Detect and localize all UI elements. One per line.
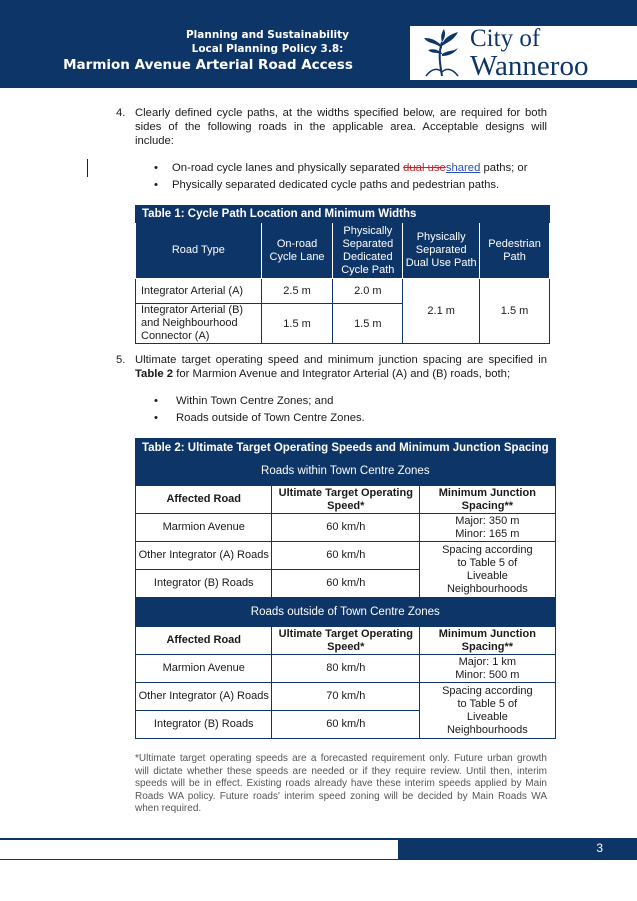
bullet-text: Roads outside of Town Centre Zones.	[176, 412, 365, 424]
bullet-text-part: On-road cycle lanes and physically separated	[172, 162, 404, 174]
bullet-dot: •	[154, 162, 158, 174]
column-header: Affected Road	[136, 486, 272, 514]
flower-logo-icon	[420, 28, 464, 78]
table-row	[136, 683, 556, 711]
inserted-text: shared	[445, 162, 481, 174]
footer-rule	[0, 838, 398, 860]
deleted-text: dual use	[403, 162, 446, 174]
speed-junction-table	[135, 438, 556, 739]
table-cell: Spacing according to Table 5 of Liveable Neighbourhoods	[420, 542, 556, 598]
bullet-text	[172, 161, 527, 175]
table-cell: Spacing according to Table 5 of Liveable Neighbourhoods	[420, 683, 556, 739]
item-text	[135, 106, 547, 148]
column-header: Ultimate Target Operating Speed*	[272, 486, 420, 514]
logo-wordmark	[470, 26, 588, 80]
table-row	[136, 279, 550, 304]
bullet-text-part: paths; or	[480, 162, 528, 174]
table-cell: 60 km/h	[272, 711, 420, 739]
column-header: Minimum Junction Spacing**	[420, 486, 556, 514]
logo-city-text: City of	[470, 25, 541, 52]
table-cell: Marmion Avenue	[136, 655, 272, 683]
revision-change-bar	[87, 159, 88, 177]
bullet-text: Physically separated dedicated cycle paths and pedestrian paths.	[172, 179, 500, 191]
table-row	[136, 655, 556, 683]
table-cell: 60 km/h	[272, 542, 420, 570]
table-cell: Integrator Arterial (A)	[136, 279, 262, 304]
item-number: 5.	[116, 354, 126, 366]
table-row	[136, 542, 556, 570]
page-number: 3	[596, 841, 603, 855]
table-cell: Marmion Avenue	[136, 514, 272, 542]
table-cell: 70 km/h	[272, 683, 420, 711]
table-cell: Integrator (B) Roads	[136, 570, 272, 598]
table-caption: Table 1: Cycle Path Location and Minimum Widths	[136, 206, 550, 223]
table-cell	[420, 514, 556, 542]
bullet-text: Within Town Centre Zones; and	[176, 395, 334, 407]
column-header: Ultimate Target Operating Speed*	[272, 627, 420, 655]
department-title: Planning and Sustainability	[185, 29, 350, 41]
logo-name-text: Wanneroo	[470, 50, 589, 82]
bullet-dot: •	[154, 395, 158, 407]
junction-major: Major: 1 km	[458, 655, 517, 668]
table-cell: Integrator (B) Roads	[136, 711, 272, 739]
item-text-line: include:	[135, 135, 174, 147]
table-reference: Table 2	[135, 368, 174, 380]
bullet-dot: •	[154, 412, 158, 424]
item-number: 4.	[116, 107, 126, 119]
item-text-line: Ultimate target operating speed and minimum junction spacing are specified in	[135, 354, 547, 366]
table-cell: 2.5 m	[261, 279, 333, 304]
item-text-line: sides of the following roads in the applicable area. Acceptable designs will	[135, 121, 547, 133]
item-text-part: for Marmion Avenue and Integrator Arterial (A) and (B) roads, both;	[173, 368, 511, 380]
column-header: Affected Road	[136, 627, 272, 655]
section-header: Roads outside of Town Centre Zones	[136, 598, 556, 627]
page-header	[0, 0, 637, 88]
column-header: Physically Separated Dual Use Path	[403, 223, 480, 279]
section-header: Roads within Town Centre Zones	[136, 457, 556, 486]
item-text	[135, 353, 547, 381]
header-titles	[60, 28, 356, 75]
policy-number: Local Planning Policy 3.8:	[191, 43, 344, 55]
policy-title: Marmion Avenue Arterial Road Access	[63, 57, 353, 73]
bullet-dot: •	[154, 179, 158, 191]
table-cell: 2.0 m	[333, 279, 403, 304]
junction-minor: Minor: 500 m	[455, 668, 520, 681]
table-caption: Table 2: Ultimate Target Operating Speeds and Minimum Junction Spacing	[136, 439, 556, 457]
table-cell: 60 km/h	[272, 570, 420, 598]
column-header: Minimum Junction Spacing**	[420, 627, 556, 655]
footnote: *Ultimate target operating speeds are a forecasted requirement only. Future urban growth will dictate whether these speeds are needed or if they require review. Until then, interim speeds will be in effect. Existing roads already have these interim speeds applied by Main Roads WA policy. Future roads' interim speed zoning will be decided by Main Roads WA when required.	[135, 753, 547, 815]
junction-minor: Minor: 165 m	[455, 527, 520, 540]
column-header: On-road Cycle Lane	[261, 223, 333, 279]
table-row	[136, 514, 556, 542]
item-text-line: Clearly defined cycle paths, at the widths specified below, are required for both	[135, 107, 547, 119]
table-cell: 1.5 m	[261, 304, 333, 344]
table-cell	[420, 655, 556, 683]
table-cell: 1.5 m	[480, 279, 550, 344]
table-cell: 1.5 m	[333, 304, 403, 344]
cycle-path-table	[135, 205, 550, 344]
city-logo	[410, 26, 637, 80]
column-header: Pedestrian Path	[480, 223, 550, 279]
table-cell: Other Integrator (A) Roads	[136, 683, 272, 711]
junction-major: Major: 350 m	[455, 514, 520, 527]
table-cell: Integrator Arterial (B) and Neighbourhood Connector (A)	[136, 304, 262, 344]
table-cell: Other Integrator (A) Roads	[136, 542, 272, 570]
table-cell: 80 km/h	[272, 655, 420, 683]
column-header: Road Type	[136, 223, 262, 279]
table-cell: 2.1 m	[403, 279, 480, 344]
footer-bar	[398, 838, 637, 860]
column-header: Physically Separated Dedicated Cycle Path	[333, 223, 403, 279]
table-cell: 60 km/h	[272, 514, 420, 542]
